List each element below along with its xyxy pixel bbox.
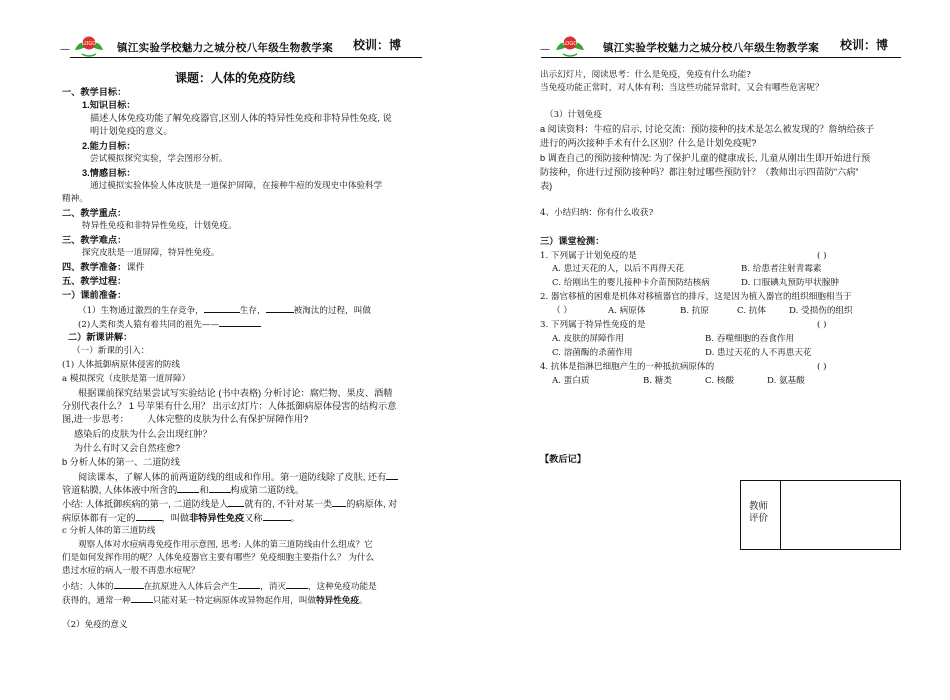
section-prep-heading: 四、教学准备：: [62, 262, 127, 272]
difficulty-text: 探究皮肤是一道屏障，特异性免疫。: [82, 248, 220, 258]
ability-goal-line: 尝试模拟探究实验，学会图形分析。: [90, 154, 228, 164]
option: D. 口服碘丸预防甲状腺肿: [741, 278, 839, 288]
fill-blank[interactable]: [219, 317, 261, 327]
planned-immunity-text: b 调查自己的预防接种情况: 为了保护儿童的健康成长, 儿童从刚出生即开始进行预: [540, 153, 871, 163]
option: A. 蛋白质: [552, 376, 590, 386]
simulation-question: 感染后的皮肤为什么会出现红肿？: [74, 429, 212, 439]
left-page: — LOGO 镇江实验学校魅力之城分校八年级生物教学案 校训：博 课题：人体的免疫防线 一、教学目标： 1.知识目标： 描述人体免疫功能了解免疫器官,区别人体的特异性免疫和非特异性免疫, 说 明计划免疫的意义。 2.能力目标： 尝试模拟探究实验，学会图形分析。 3.情感目标： 通过模拟实验体验人体皮肤是一道保护屏障，在接种牛痘的发现史中体验科学 精神。 二、教学重点： 特异性免疫和非特异性免疫，计划免疫。 三、教学难点： 探究皮肤是一道屏障，特异性免疫。 四、教学准备：课件 五、教学过程： 一）课前准备： （1）生物通过激烈的生存竞争， 生存， 被淘汰的过程，叫做 (2)人类和类人猿有着共同的祖先—— 二）新课讲解： （一）新课的引入： (1) 人体抵御病原体侵害的防线 a 模拟探究（皮肤是第一道屏障） 根据课前探究结果尝试写实验结论 (书中表格) 分析讨论：腐烂物、果皮、酒精 分别代表什么？ 1 号苹果有什么用？ 出示幻灯片：人体抵御病原体侵害的结构示意 图,进一步思考： 人体完整的皮肤为什么有保护屏障作用? 感染后的皮肤为什么会出现红肿？ 为什么有时又会自然痊愈? b 分析人体的第一、二道防线 阅读课本，了解人体的前两道防线的组成和作用。第一道防线除了皮肤, 还有 管道粘膜, 人体体液中所含的 和 构成第二道防线。 小结: 人体抵御疾病的第一, 二道防线是人 就有的, 不针对某一类 的病原体, 对 病原体都有一定的 ，叫做非特异性免疫又称 。 c 分析人体的第三道防线 观察人体对水痘病毒免疫作用示意图, 思考: 人体的第三道防线由什么组成？它 们是如何发挥作用的呢？人体免疫器官主要有哪些？免疫细胞主要指什么？ 为什么 患过水痘的病人一般不再患水痘呢？ 小结：人体的 在抗原进入人体后会产生 ，消灭 ，这种免疫功能是 获得的，通常一种 只能对某一特定病原体或异物起作用，叫做特异性免疫。 （2）免疫的意义: [0, 0, 475, 700]
simulation-text: 分别代表什么？ 1 号苹果有什么用？ 出示幻灯片：人体抵御病原体侵害的结构示意: [62, 401, 397, 411]
simulation-text: 图,进一步思考：: [62, 414, 129, 424]
summary-text: 又称: [244, 513, 263, 523]
fill-blank[interactable]: [386, 470, 398, 480]
fill-blank[interactable]: [266, 303, 294, 313]
option: A. 皮肤的屏障作用: [552, 334, 624, 344]
option: A. 患过天花的人，以后不再得天花: [552, 264, 684, 274]
answer-paren[interactable]: ( ): [817, 362, 827, 372]
first-second-line-text: 管道粘膜, 人体体液中所含的: [62, 485, 178, 495]
immunity-meaning-heading: （2）免疫的意义: [62, 620, 128, 630]
right-page: [475, 0, 950, 700]
planned-immunity-text: 防接种，你进行过预防接种吗？都注射过哪些预防针？（教师出示四苗防“六病”: [540, 167, 859, 177]
fill-blank[interactable]: [238, 579, 260, 589]
section-process-heading: 五、教学过程：: [62, 276, 127, 286]
planned-immunity-text: 表): [540, 181, 553, 191]
first-second-line-text: 构成第二道防线。: [230, 485, 305, 495]
header-rule: [70, 57, 422, 58]
emotion-goal-line: 通过模拟实验体验人体皮肤是一道保护屏障，在接种牛痘的发现史中体验科学: [90, 181, 383, 191]
preclass-q1: 被淘汰的过程，叫做: [293, 306, 371, 316]
planned-immunity-text: 进行的两次接种手术有什么区别？什么是计划免疫呢?: [540, 138, 757, 148]
fill-blank[interactable]: [136, 511, 162, 521]
preclass-heading: 一）课前准备：: [62, 290, 127, 300]
lesson-title: 课题：人体的免疫防线: [175, 71, 296, 85]
prep-value: 课件: [126, 262, 145, 272]
summary-text: 的病原体, 对: [346, 499, 398, 509]
option: C. 抗体: [737, 306, 766, 316]
header-rule: [541, 57, 901, 58]
option: B. 抗原: [680, 306, 709, 316]
specific-immunity-term: 特异性免疫: [316, 596, 360, 606]
third-summary: 获得的，通常一种: [62, 596, 131, 606]
fill-blank[interactable]: [263, 511, 291, 521]
keypoints-text: 特异性免疫和非特异性免疫，计划免疫。: [82, 221, 237, 231]
school-header: 镇江实验学校魅力之城分校八年级生物教学案: [603, 42, 819, 54]
knowledge-goal-line: 明计划免疫的意义。: [90, 126, 173, 136]
section-keypoints-heading: 二、教学重点：: [62, 208, 127, 218]
evaluation-label: 教师: [749, 501, 769, 512]
third-summary: ，消灭: [260, 582, 286, 592]
intro-heading: （一）新课的引入：: [72, 346, 150, 356]
option: C. 给刚出生的婴儿接种卡介苗预防结核病: [552, 278, 710, 288]
emotion-goal-heading: 3.情感目标：: [82, 168, 136, 178]
fill-blank[interactable]: [131, 593, 153, 603]
third-summary: ，这种免疫功能是: [307, 582, 377, 592]
nonspecific-immunity-term: 非特异性免疫: [189, 513, 245, 523]
summary-text: ，叫做: [161, 513, 190, 523]
third-summary: 小结：人体的: [62, 582, 114, 592]
box-divider: [780, 481, 781, 549]
summary-text: 病原体都有一定的: [62, 513, 136, 523]
summary-text: 就有的, 不针对某一类: [244, 499, 333, 509]
test-heading: 三）课堂检测：: [540, 236, 605, 246]
fill-blank[interactable]: [204, 303, 240, 313]
third-line-text: 观察人体对水痘病毒免疫作用示意图, 思考: 人体的第三道防线由什么组成？它: [78, 540, 373, 550]
summary-prompt: 4、小结归纳：你有什么收获?: [540, 208, 654, 218]
newlesson-heading: 二）新课讲解：: [68, 332, 133, 342]
third-line-text: 患过水痘的病人一般不再患水痘呢？: [62, 566, 200, 576]
third-summary: 在抗原进入人体后会产生: [143, 582, 239, 592]
simulation-question: 为什么有时又会自然痊愈?: [74, 443, 181, 453]
svg-text:LOGO: LOGO: [81, 41, 97, 47]
defense-line-heading: (1) 人体抵御病原体侵害的防线: [62, 360, 181, 370]
after-class-heading: 【教后记】: [540, 454, 586, 464]
option: D. 氨基酸: [767, 376, 805, 386]
answer-paren[interactable]: ( ): [817, 251, 827, 261]
header-dash: —: [540, 44, 550, 55]
option: B. 糖类: [643, 376, 672, 386]
section-goals-heading: 一、教学目标：: [62, 87, 127, 97]
question-4: 4. 抗体是指淋巴细胞产生的一种抵抗病原体的: [540, 362, 715, 372]
preclass-q1: 生存，: [239, 306, 266, 316]
immunity-slide-text: 出示幻灯片，阅读思考：什么是免疫，免疫有什么功能?: [540, 70, 751, 80]
first-second-line-heading: b 分析人体的第一、二道防线: [62, 457, 180, 467]
school-header: 镇江实验学校魅力之城分校八年级生物教学案: [117, 42, 333, 54]
fill-blank[interactable]: [228, 497, 244, 507]
preclass-q2: (2)人类和类人猿有着共同的祖先——: [78, 320, 220, 330]
school-motto: 校训：博: [353, 38, 402, 52]
fill-blank[interactable]: [177, 483, 199, 493]
immunity-slide-text: 当免疫功能正常时，对人体有利；当这些功能异常时，又会有哪些危害呢？: [540, 83, 824, 93]
svg-text:LOGO: LOGO: [562, 41, 578, 47]
option: B. 给患者注射青霉素: [741, 264, 822, 274]
fill-blank[interactable]: [209, 483, 231, 493]
evaluation-label: 评价: [749, 513, 769, 524]
option: B. 吞噬细胞的吞食作用: [705, 334, 795, 344]
option: C. 溶菌酶的杀菌作用: [552, 348, 633, 358]
third-summary: 只能对某一特定病原体或异物起作用，叫做: [152, 596, 317, 606]
header-dash: —: [60, 44, 70, 55]
question-1: 1. 下列属于计划免疫的是: [540, 251, 637, 261]
option: C. 核酸: [705, 376, 734, 386]
question-2: 2. 器官移植的困难是机体对移植器官的排斥，这是因为植入器官的组织细胞相当于: [540, 292, 852, 302]
ability-goal-heading: 2.能力目标：: [82, 141, 136, 151]
preclass-q1: （1）生物通过激烈的生存竞争，: [78, 306, 204, 316]
fill-blank[interactable]: [286, 579, 308, 589]
summary-text: 小结: 人体抵御疾病的第一, 二道防线是人: [62, 499, 229, 509]
planned-immunity-text: a 阅读资料：牛痘的启示, 讨论交流：预防接种的技术是怎么被发现的？詹纳给孩子: [540, 124, 875, 134]
option: D. 患过天花的人不再患天花: [705, 348, 812, 358]
fill-blank[interactable]: [332, 497, 346, 507]
teacher-evaluation-box[interactable]: [740, 480, 901, 550]
section-difficulty-heading: 三、教学难点：: [62, 235, 127, 245]
knowledge-goal-heading: 1.知识目标：: [82, 100, 136, 110]
answer-paren[interactable]: ( ): [817, 320, 827, 330]
school-motto: 校训：博: [840, 38, 889, 52]
first-second-line-text: 和: [199, 485, 209, 495]
simulation-text: 人体完整的皮肤为什么有保护屏障作用?: [146, 414, 309, 424]
third-line-text: 们是如何发挥作用的呢？人体免疫器官主要有哪些？免疫细胞主要指什么？ 为什么: [62, 553, 375, 563]
fill-blank[interactable]: [114, 579, 144, 589]
third-line-heading: c 分析人体的第三道防线: [62, 526, 156, 536]
simulation-text: 根据课前探究结果尝试写实验结论 (书中表格) 分析讨论：腐烂物、果皮、酒精: [78, 388, 393, 398]
question-3: 3. 下列属于特异性免疫的是: [540, 320, 646, 330]
first-second-line-text: 阅读课本，了解人体的前两道防线的组成和作用。第一道防线除了皮肤, 还有: [78, 472, 387, 482]
knowledge-goal-line: 描述人体免疫功能了解免疫器官,区别人体的特异性免疫和非特异性免疫, 说: [90, 113, 392, 123]
option: A. 病原体: [608, 306, 646, 316]
answer-paren[interactable]: （ ）: [552, 306, 572, 316]
simulation-heading: a 模拟探究（皮肤是第一道屏障）: [62, 374, 191, 384]
option: D. 受损伤的组织: [789, 306, 853, 316]
emotion-goal-line: 精神。: [62, 194, 88, 204]
planned-immunity-heading: （3）计划免疫: [545, 110, 603, 120]
